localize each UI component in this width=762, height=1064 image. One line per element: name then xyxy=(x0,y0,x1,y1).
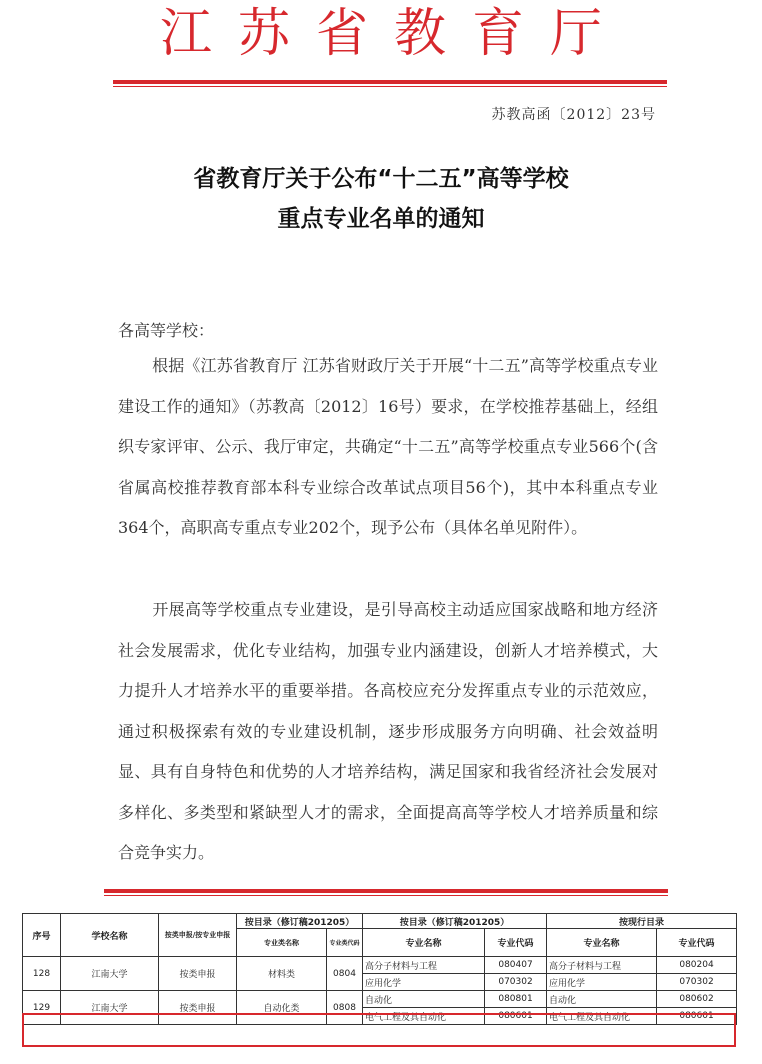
header-group-catalog-major: 按目录（修订稿201205） xyxy=(363,914,547,929)
issuer-name: 江苏省教育厅 xyxy=(159,4,628,64)
row-major-code: 070302 xyxy=(485,974,547,991)
document-title-line-2: 重点专业名单的通知 xyxy=(277,206,485,232)
row-cur-major-code: 080601 xyxy=(657,1008,737,1025)
body-paragraph-1-text: 根据《江苏省教育厅 江苏省财政厅关于开展“十二五”高等学校重点专业建设工作的通知》（苏教高〔2012〕16号）要求，在学校推荐基础上，经组织专家评审、公示、我厅审定，共确定“十二五”高等学校重点专业566个(含省属高校推荐教育部本科专业综合改革试点项目56个)，其中本科重点专业364个，高职高专重点专业202个，现予公布（具体名单见附件）。 xyxy=(118,356,658,537)
row-seq: 129 xyxy=(23,991,61,1025)
row-cur-major-code: 080204 xyxy=(657,957,737,974)
header-school: 学校名称 xyxy=(61,914,159,957)
document-title-line-1: 省教育厅关于公布“十二五”高等学校 xyxy=(193,166,569,192)
salutation: 各高等学校： xyxy=(118,321,215,340)
header-cur-major-name: 专业名称 xyxy=(547,929,657,957)
row-cur-major-code: 080602 xyxy=(657,991,737,1008)
row-class-code: 0808 xyxy=(327,991,363,1025)
row-major-name: 电气工程及其自动化 xyxy=(363,1008,485,1025)
row-class-name: 自动化类 xyxy=(237,991,327,1025)
header-group-current: 按现行目录 xyxy=(547,914,737,929)
row-apply-mode: 按类申报 xyxy=(159,957,237,991)
table-row xyxy=(23,957,737,974)
body-paragraph-1 xyxy=(118,346,658,549)
footer-rule-thin xyxy=(104,895,668,896)
header-rule xyxy=(113,80,667,84)
row-cur-major-name: 应用化学 xyxy=(547,974,657,991)
row-school: 江南大学 xyxy=(61,991,159,1025)
row-major-code: 080801 xyxy=(485,991,547,1008)
document-number: 苏教高函〔2012〕23号 xyxy=(491,107,656,123)
header-group-catalog-class: 按目录（修订稿201205） xyxy=(237,914,363,929)
row-major-name: 自动化 xyxy=(363,991,485,1008)
majors-table xyxy=(22,913,737,1025)
row-cur-major-name: 电气工程及其自动化 xyxy=(547,1008,657,1025)
row-school: 江南大学 xyxy=(61,957,159,991)
header-apply-mode: 按类申报/按专业申报 xyxy=(159,914,237,957)
table-row xyxy=(23,991,737,1008)
row-cur-major-name: 高分子材料与工程 xyxy=(547,957,657,974)
footer-rule xyxy=(104,889,668,893)
row-major-code: 080601 xyxy=(485,1008,547,1025)
header-major-name: 专业名称 xyxy=(363,929,485,957)
header-rule-thin xyxy=(113,86,667,87)
body-paragraph-2-text: 开展高等学校重点专业建设，是引导高校主动适应国家战略和地方经济社会发展需求，优化专业结构，加强专业内涵建设，创新人才培养模式，大力提升人才培养水平的重要举措。各高校应充分发挥重点专业的示范效应，通过积极探索有效的专业建设机制，逐步形成服务方向明确、社会效益明显、具有自身特色和优势的人才培养结构，满足国家和我省经济社会发展对多样化、多类型和紧缺型人才的需求，全面提高高等学校人才培养质量和综合竞争实力。 xyxy=(118,600,658,862)
row-apply-mode: 按类申报 xyxy=(159,991,237,1025)
header-seq: 序号 xyxy=(23,914,61,957)
row-cur-major-name: 自动化 xyxy=(547,991,657,1008)
header-class-code: 专业类代码 xyxy=(327,929,363,957)
row-class-code: 0804 xyxy=(327,957,363,991)
row-seq: 128 xyxy=(23,957,61,991)
header-class-name: 专业类名称 xyxy=(237,929,327,957)
body-paragraph-2 xyxy=(118,590,658,874)
header-cur-major-code: 专业代码 xyxy=(657,929,737,957)
row-major-name: 高分子材料与工程 xyxy=(363,957,485,974)
row-major-name: 应用化学 xyxy=(363,974,485,991)
row-class-name: 材料类 xyxy=(237,957,327,991)
row-major-code: 080407 xyxy=(485,957,547,974)
header-major-code: 专业代码 xyxy=(485,929,547,957)
row-cur-major-code: 070302 xyxy=(657,974,737,991)
